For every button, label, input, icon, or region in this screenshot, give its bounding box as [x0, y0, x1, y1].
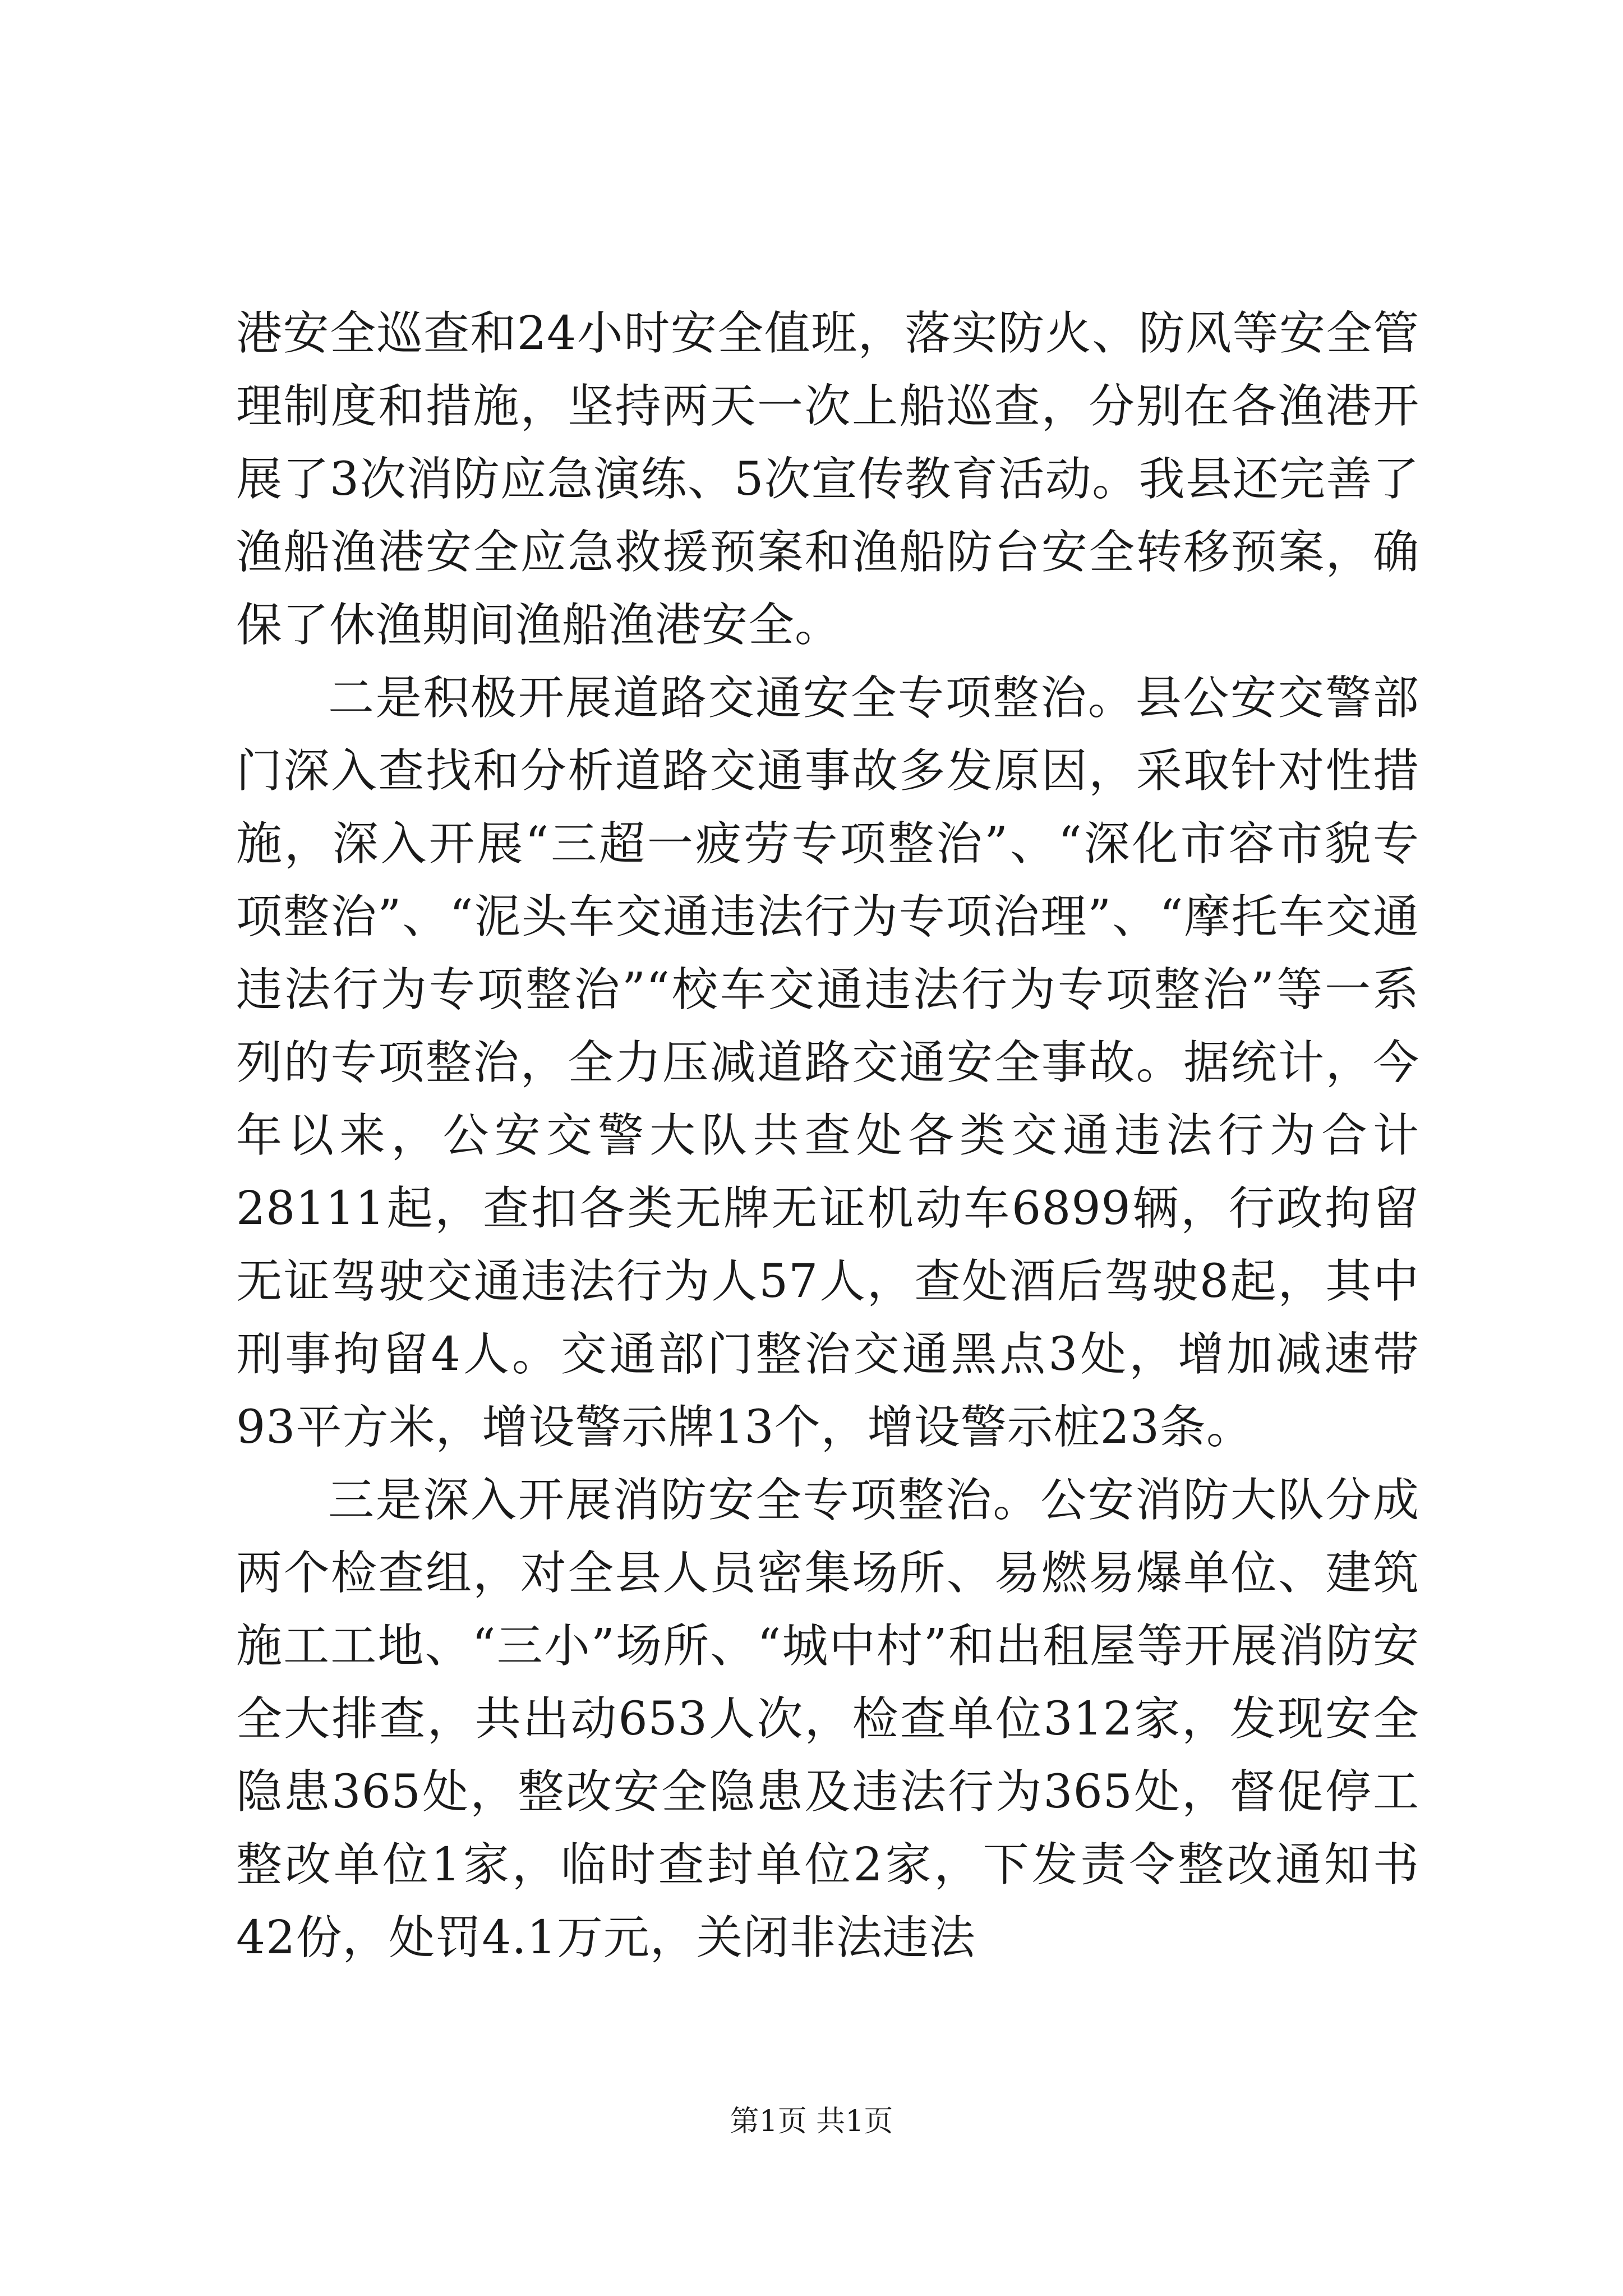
paragraph-continuation: 港安全巡查和24小时安全值班，落实防火、防风等安全管理制度和措施，坚持两天一次上船巡查，分别在各渔港开展了3次消防应急演练、5次宣传教育活动。我县还完善了渔船渔港安全应急救援预案和渔船防台安全转移预案，确保了休渔期间渔船渔港安全。 [236, 307, 1419, 652]
paragraph-fire-safety: 三是深入开展消防安全专项整治。公安消防大队分成两个检查组，对全县人员密集场所、易燃易爆单位、建筑施工工地、“三小”场所、“城中村”和出租屋等开展消防安全大排查，共出动653人次，检查单位312家，发现安全隐患365处，整改安全隐患及违法行为365处，督促停工整改单位1家，临时查封单位2家，下发责令整改通知书42份，处罚4.1万元，关闭非法违法 [236, 1474, 1419, 1964]
paragraph-road-traffic: 二是积极开展道路交通安全专项整治。县公安交警部门深入查找和分析道路交通事故多发原因，采取针对性措施，深入开展“三超一疲劳专项整治”、“深化市容市貌专项整治”、“泥头车交通违法行为专项治理”、“摩托车交通违法行为专项整治”“校车交通违法行为专项整治”等一系列的专项整治，全力压减道路交通安全事故。据统计，今年以来，公安交警大队共查处各类交通违法行为合计28111起，查扣各类无牌无证机动车6899辆，行政拘留无证驾驶交通违法行为人57人，查处酒后驾驶8起，其中刑事拘留4人。交通部门整治交通黑点3处，增加减速带93平方米，增设警示牌13个，增设警示桩23条。 [236, 671, 1419, 1454]
page-footer: 第1页 共1页 [730, 2105, 893, 2138]
document-body [236, 297, 1419, 1975]
